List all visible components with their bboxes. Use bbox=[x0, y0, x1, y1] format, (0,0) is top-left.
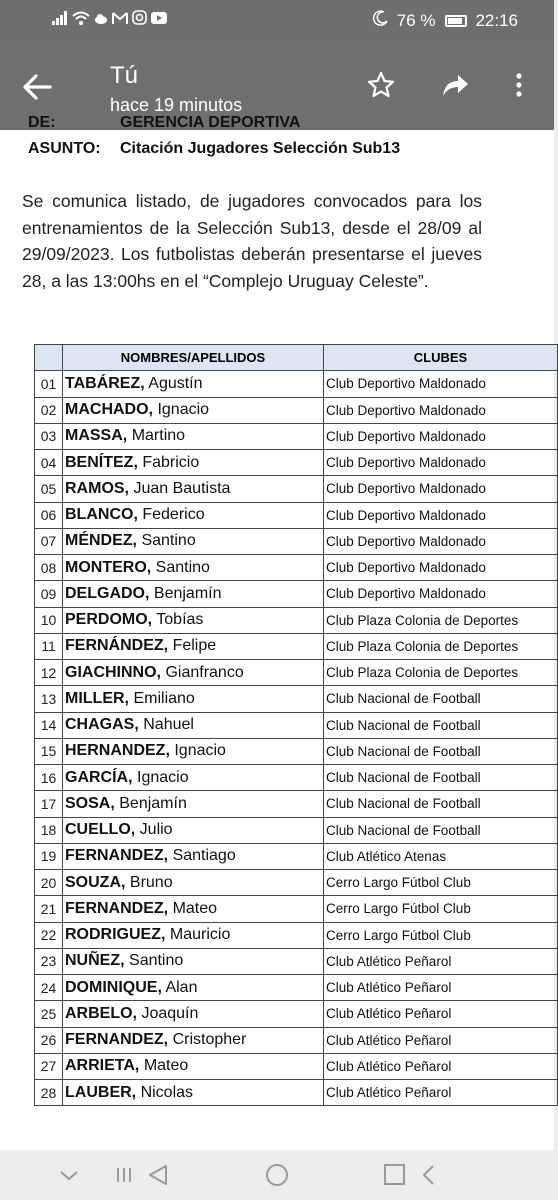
recent-apps-icon bbox=[112, 1160, 142, 1190]
player-name bbox=[63, 633, 324, 659]
players-table bbox=[34, 344, 558, 1106]
row-number: 03 bbox=[35, 423, 63, 449]
row-number: 04 bbox=[35, 450, 63, 476]
wifi-icon bbox=[72, 11, 90, 29]
row-number: 27 bbox=[35, 1053, 63, 1079]
player-given-name: Tobías bbox=[156, 611, 204, 629]
player-club: Club Deportivo Maldonado bbox=[324, 397, 558, 423]
battery-percent: 76 % bbox=[396, 10, 436, 30]
player-surname: MONTERO, bbox=[65, 558, 152, 576]
player-surname: PERDOMO, bbox=[65, 611, 153, 629]
player-club: Club Nacional de Football bbox=[324, 738, 558, 764]
player-name bbox=[63, 450, 324, 476]
chevron-down-icon bbox=[54, 1160, 84, 1190]
table-row bbox=[35, 686, 558, 712]
battery-icon bbox=[445, 15, 467, 27]
table-row bbox=[35, 397, 558, 423]
player-name bbox=[63, 1080, 324, 1106]
player-name bbox=[63, 817, 324, 843]
table-row bbox=[35, 476, 558, 502]
row-number: 05 bbox=[35, 476, 63, 502]
player-club: Club Deportivo Maldonado bbox=[324, 450, 558, 476]
player-given-name: Emiliano bbox=[133, 689, 195, 707]
table-row bbox=[35, 870, 558, 896]
back-chevron-button[interactable] bbox=[414, 1160, 444, 1190]
player-club: Cerro Largo Fútbol Club bbox=[324, 922, 558, 948]
player-name bbox=[63, 476, 324, 502]
more-vertical-icon bbox=[504, 70, 534, 100]
row-number: 15 bbox=[35, 738, 63, 764]
row-number: 10 bbox=[35, 607, 63, 633]
player-club: Club Nacional de Football bbox=[324, 686, 558, 712]
player-given-name: Felipe bbox=[172, 637, 217, 655]
row-number: 14 bbox=[35, 712, 63, 738]
player-club: Club Nacional de Football bbox=[324, 817, 558, 843]
row-number: 11 bbox=[35, 633, 63, 659]
memo-body: Se comunica listado, de jugadores convocados para los entrenamientos de la Selección Sub13, desde el 28/09 al 29/09/2023. Los futbolistas deberán presentarse el jueves 28, a las 13:00hs en el “Complejo Uruguay Celeste”. bbox=[22, 191, 482, 291]
player-club: Club Plaza Colonia de Deportes bbox=[324, 607, 558, 633]
table-row bbox=[35, 1001, 558, 1027]
player-club: Club Atlético Peñarol bbox=[324, 1053, 558, 1079]
player-surname: RAMOS, bbox=[65, 479, 129, 497]
player-given-name: Mauricio bbox=[169, 926, 231, 944]
recent-apps-button[interactable] bbox=[112, 1160, 142, 1190]
player-name bbox=[63, 686, 324, 712]
table-row bbox=[35, 607, 558, 633]
table-row bbox=[35, 371, 558, 397]
player-name bbox=[63, 896, 324, 922]
player-given-name: Fabricio bbox=[142, 453, 200, 471]
player-club: Club Plaza Colonia de Deportes bbox=[324, 633, 558, 659]
share-button[interactable] bbox=[440, 70, 470, 100]
player-given-name: Martino bbox=[131, 427, 186, 445]
player-name bbox=[63, 922, 324, 948]
table-row bbox=[35, 817, 558, 843]
player-given-name: Federico bbox=[142, 506, 205, 524]
player-given-name: Mateo bbox=[143, 1057, 189, 1075]
player-name bbox=[63, 791, 324, 817]
player-given-name: Alan bbox=[165, 978, 198, 996]
table-row bbox=[35, 791, 558, 817]
hide-keyboard-button[interactable] bbox=[54, 1160, 84, 1190]
player-given-name: Cristopher bbox=[172, 1031, 247, 1049]
player-given-name: Juan Bautista bbox=[133, 479, 231, 497]
row-number: 07 bbox=[35, 528, 63, 554]
player-given-name: Benjamín bbox=[119, 794, 187, 812]
player-given-name: Santino bbox=[155, 558, 210, 576]
player-surname: GARCÍA, bbox=[65, 768, 133, 786]
from-value: GERENCIA DEPORTIVA bbox=[120, 114, 301, 131]
player-surname: MACHADO, bbox=[65, 401, 153, 419]
row-number: 28 bbox=[35, 1080, 63, 1106]
player-surname: MASSA, bbox=[65, 427, 128, 445]
table-row bbox=[35, 423, 558, 449]
player-given-name: Santiago bbox=[172, 847, 236, 865]
from-row bbox=[28, 114, 300, 132]
player-name bbox=[63, 581, 324, 607]
player-club: Club Nacional de Football bbox=[324, 791, 558, 817]
player-name bbox=[63, 765, 324, 791]
table-row bbox=[35, 843, 558, 869]
row-number: 16 bbox=[35, 765, 63, 791]
cloud-icon bbox=[94, 11, 108, 28]
row-number: 12 bbox=[35, 660, 63, 686]
player-surname: CHAGAS, bbox=[65, 716, 139, 734]
row-number: 19 bbox=[35, 843, 63, 869]
player-club: Club Nacional de Football bbox=[324, 765, 558, 791]
row-number: 25 bbox=[35, 1001, 63, 1027]
star-icon bbox=[366, 70, 396, 100]
row-number: 08 bbox=[35, 555, 63, 581]
player-club: Club Deportivo Maldonado bbox=[324, 502, 558, 528]
player-name bbox=[63, 1053, 324, 1079]
subject-row bbox=[28, 140, 400, 158]
player-name bbox=[63, 870, 324, 896]
document-page[interactable] bbox=[0, 114, 554, 1150]
status-right bbox=[373, 10, 518, 31]
square-icon bbox=[380, 1160, 410, 1190]
table-row bbox=[35, 581, 558, 607]
player-surname: GIACHINNO, bbox=[65, 663, 161, 681]
status-bar bbox=[0, 0, 554, 44]
player-surname: NUÑEZ, bbox=[65, 952, 125, 970]
instagram-icon bbox=[132, 10, 147, 29]
player-club: Club Atlético Peñarol bbox=[324, 975, 558, 1001]
table-row bbox=[35, 1080, 558, 1106]
player-name bbox=[63, 423, 324, 449]
table-row bbox=[35, 922, 558, 948]
star-button[interactable] bbox=[366, 70, 396, 100]
player-given-name: Ignacio bbox=[157, 401, 210, 419]
player-club: Club Deportivo Maldonado bbox=[324, 476, 558, 502]
player-name bbox=[63, 975, 324, 1001]
table-row bbox=[35, 1053, 558, 1079]
player-surname: FERNÁNDEZ, bbox=[65, 637, 169, 655]
num-header bbox=[35, 345, 63, 371]
row-number: 24 bbox=[35, 975, 63, 1001]
gmail-icon bbox=[112, 11, 128, 29]
player-given-name: Gianfranco bbox=[165, 663, 244, 681]
table-row bbox=[35, 712, 558, 738]
player-surname: RODRIGUEZ, bbox=[65, 926, 166, 944]
table-row bbox=[35, 528, 558, 554]
player-given-name: Ignacio bbox=[174, 742, 226, 760]
row-number: 20 bbox=[35, 870, 63, 896]
row-number: 13 bbox=[35, 686, 63, 712]
player-surname: ARBELO, bbox=[65, 1004, 137, 1022]
from-label: DE: bbox=[28, 114, 56, 131]
row-number: 22 bbox=[35, 922, 63, 948]
chevron-left-icon bbox=[414, 1160, 444, 1190]
player-name bbox=[63, 660, 324, 686]
player-surname: CUELLO, bbox=[65, 821, 136, 839]
clubs-header: CLUBES bbox=[324, 345, 558, 371]
row-number: 26 bbox=[35, 1027, 63, 1053]
player-given-name: Mateo bbox=[172, 899, 218, 917]
clock: 22:16 bbox=[475, 10, 518, 30]
table-header-row bbox=[35, 345, 558, 371]
player-surname: HERNANDEZ, bbox=[65, 742, 170, 760]
subject-label: ASUNTO: bbox=[28, 140, 101, 157]
table-row bbox=[35, 555, 558, 581]
player-club: Club Atlético Atenas bbox=[324, 843, 558, 869]
player-club: Club Atlético Peñarol bbox=[324, 1027, 558, 1053]
table-row bbox=[35, 896, 558, 922]
player-club: Club Atlético Peñarol bbox=[324, 1080, 558, 1106]
player-club: Club Atlético Peñarol bbox=[324, 1001, 558, 1027]
player-name bbox=[63, 1027, 324, 1053]
player-club: Club Deportivo Maldonado bbox=[324, 423, 558, 449]
row-number: 09 bbox=[35, 581, 63, 607]
player-club: Club Atlético Peñarol bbox=[324, 948, 558, 974]
player-name bbox=[63, 528, 324, 554]
table-row bbox=[35, 633, 558, 659]
player-given-name: Nahuel bbox=[143, 716, 194, 734]
row-number: 01 bbox=[35, 371, 63, 397]
table-row bbox=[35, 975, 558, 1001]
player-given-name: Ignacio bbox=[137, 768, 189, 786]
row-number: 06 bbox=[35, 502, 63, 528]
table-row bbox=[35, 660, 558, 686]
row-number: 23 bbox=[35, 948, 63, 974]
sender-name: Tú bbox=[110, 62, 139, 89]
player-club: Club Deportivo Maldonado bbox=[324, 581, 558, 607]
player-name bbox=[63, 371, 324, 397]
player-surname: MILLER, bbox=[65, 689, 129, 707]
arrow-left-icon bbox=[20, 70, 54, 104]
table-row bbox=[35, 450, 558, 476]
table-row bbox=[35, 948, 558, 974]
player-name bbox=[63, 1001, 324, 1027]
table-row bbox=[35, 765, 558, 791]
player-name bbox=[63, 738, 324, 764]
player-given-name: Santino bbox=[141, 532, 196, 550]
overview-button[interactable] bbox=[380, 1160, 410, 1190]
more-options-button[interactable] bbox=[504, 70, 534, 100]
player-name bbox=[63, 948, 324, 974]
player-club: Club Deportivo Maldonado bbox=[324, 555, 558, 581]
player-name bbox=[63, 397, 324, 423]
player-name bbox=[63, 607, 324, 633]
player-given-name: Santino bbox=[129, 952, 184, 970]
player-surname: SOSA, bbox=[65, 794, 115, 812]
table-row bbox=[35, 1027, 558, 1053]
player-surname: BLANCO, bbox=[65, 506, 138, 524]
player-surname: TABÁREZ, bbox=[65, 374, 145, 392]
back-nav-button[interactable] bbox=[144, 1160, 174, 1190]
row-number: 18 bbox=[35, 817, 63, 843]
player-surname: DELGADO, bbox=[65, 584, 150, 602]
table-row bbox=[35, 502, 558, 528]
player-surname: FERNANDEZ, bbox=[65, 1031, 169, 1049]
share-arrow-icon bbox=[440, 70, 470, 100]
do-not-disturb-icon bbox=[373, 10, 389, 31]
player-name bbox=[63, 712, 324, 738]
player-given-name: Julio bbox=[139, 821, 173, 839]
player-given-name: Joaquín bbox=[141, 1004, 199, 1022]
player-name bbox=[63, 502, 324, 528]
notification-icons bbox=[52, 10, 167, 29]
player-given-name: Bruno bbox=[129, 873, 173, 891]
player-club: Club Plaza Colonia de Deportes bbox=[324, 660, 558, 686]
player-club: Cerro Largo Fútbol Club bbox=[324, 896, 558, 922]
player-surname: MÉNDEZ, bbox=[65, 532, 137, 550]
home-circle-icon bbox=[262, 1160, 292, 1190]
player-club: Club Deportivo Maldonado bbox=[324, 528, 558, 554]
names-header: NOMBRES/APELLIDOS bbox=[63, 345, 324, 371]
player-club: Club Nacional de Football bbox=[324, 712, 558, 738]
row-number: 21 bbox=[35, 896, 63, 922]
triangle-back-icon bbox=[144, 1160, 174, 1190]
row-number: 02 bbox=[35, 397, 63, 423]
player-surname: FERNANDEZ, bbox=[65, 899, 169, 917]
back-button[interactable] bbox=[20, 70, 54, 104]
home-button[interactable] bbox=[262, 1160, 292, 1190]
player-surname: DOMINIQUE, bbox=[65, 978, 162, 996]
youtube-icon bbox=[151, 11, 167, 29]
player-given-name: Benjamín bbox=[153, 584, 222, 602]
system-nav-bar bbox=[0, 1150, 554, 1200]
player-given-name: Nicolas bbox=[140, 1083, 194, 1101]
player-name bbox=[63, 555, 324, 581]
player-surname: LAUBER, bbox=[65, 1083, 137, 1101]
table-row bbox=[35, 738, 558, 764]
player-surname: ARRIETA, bbox=[65, 1057, 140, 1075]
player-club: Cerro Largo Fútbol Club bbox=[324, 870, 558, 896]
subject-value: Citación Jugadores Selección Sub13 bbox=[120, 140, 401, 157]
sent-time: hace 19 minutos bbox=[110, 95, 243, 115]
player-club: Club Deportivo Maldonado bbox=[324, 371, 558, 397]
row-number: 17 bbox=[35, 791, 63, 817]
player-surname: SOUZA, bbox=[65, 873, 126, 891]
player-given-name: Agustín bbox=[148, 374, 203, 392]
player-name bbox=[63, 843, 324, 869]
signal-icon bbox=[52, 11, 68, 29]
player-surname: BENÍTEZ, bbox=[65, 453, 138, 471]
player-surname: FERNANDEZ, bbox=[65, 847, 169, 865]
